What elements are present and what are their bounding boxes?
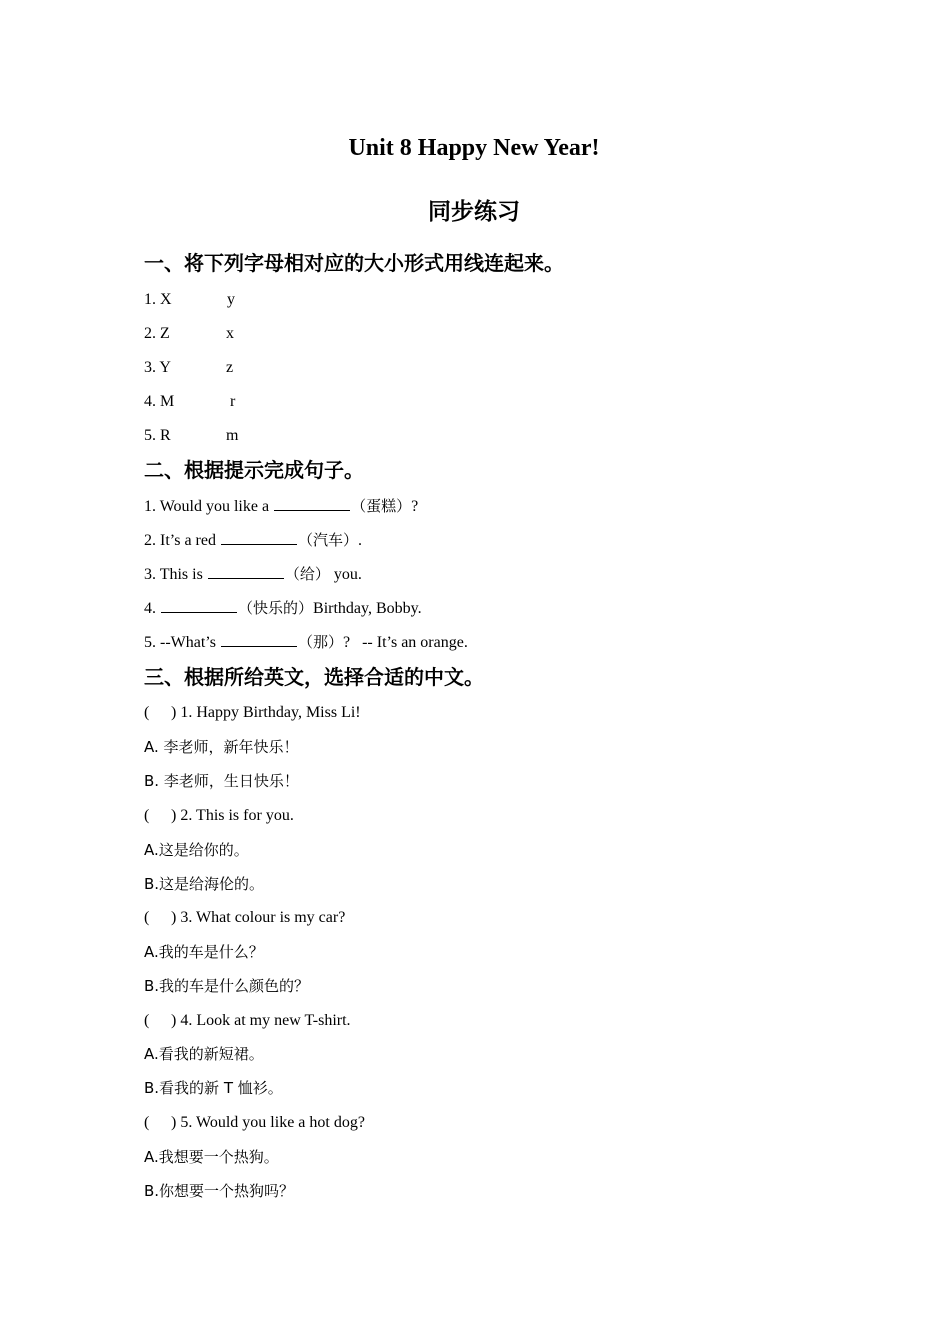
option-b: B. 李老师，生日快乐！ — [144, 772, 299, 790]
question-line — [144, 703, 361, 723]
fill-sentence — [144, 598, 422, 619]
sentence-end: . — [358, 532, 362, 549]
question-line — [144, 806, 294, 826]
option-a: A.这是给你的。 — [144, 841, 249, 859]
pair-right: r — [230, 393, 236, 410]
pair-right: m — [226, 427, 239, 444]
sentence-end: ? — [411, 498, 419, 515]
section-1-heading: 一、将下列字母相对应的大小形式用线连起来。 — [144, 251, 564, 275]
option-b: B.这是给海伦的。 — [144, 875, 265, 893]
option-b: B.看我的新 T 恤衫。 — [144, 1079, 283, 1097]
question-text: ) 4. Look at my new T-shirt. — [171, 1012, 351, 1029]
chinese-hint: （快乐的） — [238, 599, 314, 617]
question-line — [144, 1113, 365, 1133]
answer-paren-open[interactable]: ( — [144, 1114, 150, 1131]
fill-sentence — [144, 632, 468, 653]
sentence-end: you. — [329, 566, 362, 583]
sentence-start: 4. — [144, 600, 160, 617]
chinese-hint: （那） — [297, 633, 343, 651]
option-a: A.我的车是什么？ — [144, 943, 264, 961]
option-b: B.我的车是什么颜色的？ — [144, 977, 310, 995]
sentence-start: 2. It’s a red — [144, 532, 220, 549]
question-text: ) 1. Happy Birthday, Miss Li! — [171, 704, 361, 721]
answer-blank[interactable] — [274, 496, 350, 511]
pair-right: y — [227, 291, 235, 308]
answer-blank[interactable] — [208, 564, 284, 579]
chinese-hint: （汽车） — [297, 531, 358, 549]
pair-left: 1. X — [144, 291, 172, 308]
option-a: A.我想要一个热狗。 — [144, 1148, 279, 1166]
chinese-hint: （蛋糕） — [351, 497, 412, 515]
pair-right: x — [226, 325, 234, 342]
sentence-start: 1. Would you like a — [144, 498, 274, 515]
worksheet-page — [144, 0, 804, 1344]
question-text: ) 5. Would you like a hot dog? — [171, 1114, 365, 1131]
section-2-heading: 二、根据提示完成句子。 — [144, 458, 364, 482]
sentence-start: 3. This is — [144, 566, 207, 583]
pair-left: 2. Z — [144, 325, 170, 342]
letter-pair — [144, 392, 235, 412]
page-title: Unit 8 Happy New Year! — [348, 135, 600, 161]
page-subtitle: 同步练习 — [428, 199, 520, 225]
pair-left: 3. Y — [144, 359, 171, 376]
letter-pair — [144, 324, 234, 344]
sentence-start: 5. --What’s — [144, 634, 220, 651]
question-line — [144, 1011, 351, 1031]
chinese-hint: （给） — [284, 565, 330, 583]
answer-blank[interactable] — [221, 530, 297, 545]
answer-blank[interactable] — [161, 598, 237, 613]
fill-sentence — [144, 564, 362, 585]
fill-sentence — [144, 496, 418, 517]
section-3-heading: 三、根据所给英文，选择合适的中文。 — [144, 665, 484, 689]
answer-paren-open[interactable]: ( — [144, 704, 150, 721]
pair-left: 4. M — [144, 393, 175, 410]
answer-paren-open[interactable]: ( — [144, 807, 150, 824]
sentence-end: ? -- It’s an orange. — [343, 634, 468, 651]
answer-paren-open[interactable]: ( — [144, 909, 150, 926]
question-text: ) 3. What colour is my car? — [171, 909, 346, 926]
answer-paren-open[interactable]: ( — [144, 1012, 150, 1029]
fill-sentence — [144, 530, 362, 551]
option-a: A. 李老师，新年快乐！ — [144, 738, 299, 756]
answer-blank[interactable] — [221, 632, 297, 647]
letter-pair — [144, 426, 238, 446]
option-b: B.你想要一个热狗吗？ — [144, 1182, 295, 1200]
letter-pair — [144, 358, 233, 378]
pair-left: 5. R — [144, 427, 171, 444]
option-a: A.看我的新短裙。 — [144, 1045, 264, 1063]
question-line — [144, 908, 345, 928]
question-text: ) 2. This is for you. — [171, 807, 294, 824]
letter-pair — [144, 290, 235, 310]
pair-right: z — [226, 359, 234, 376]
sentence-end: Birthday, Bobby. — [313, 600, 422, 617]
